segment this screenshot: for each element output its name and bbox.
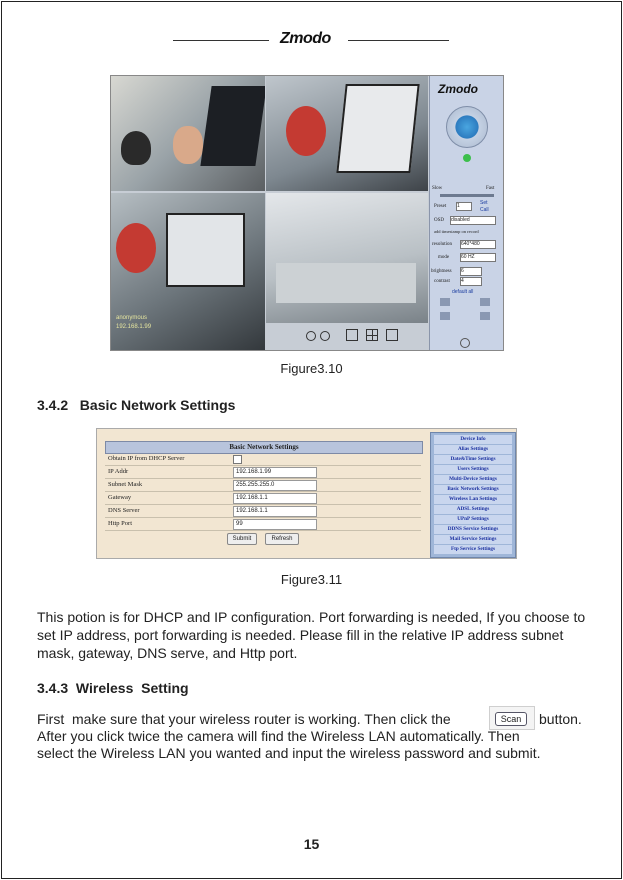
speed-slow-label: Slow	[432, 186, 443, 191]
menu-item-date-time-settings[interactable]: Date&Time Settings	[434, 455, 512, 464]
overlay-user: anonymous	[116, 315, 148, 321]
dhcp-checkbox[interactable]	[233, 455, 242, 464]
menu-item-adsl-settings[interactable]: ADSL Settings	[434, 505, 512, 514]
header-rule-right	[348, 40, 449, 41]
wireless-paragraph-line3: select the Wireless LAN you wanted and input the wireless password and submit.	[37, 745, 541, 761]
row-dns-server	[105, 506, 421, 518]
talk-icon[interactable]	[480, 312, 490, 320]
refresh-button[interactable]: Refresh	[265, 533, 299, 545]
row-label: DNS Server	[108, 507, 140, 514]
nine-view-icon[interactable]	[386, 329, 398, 341]
page-number: 15	[303, 836, 320, 852]
camera-view-bottom-left	[111, 193, 265, 350]
dns-server-input[interactable]: 192.168.1.1	[233, 506, 317, 517]
submit-button[interactable]: Submit	[227, 533, 257, 545]
menu-item-device-info[interactable]: Device Info	[434, 435, 512, 444]
row-label: IP Addr	[108, 468, 129, 475]
menu-item-upnp-settings[interactable]: UPnP Settings	[434, 515, 512, 524]
default-all-link[interactable]: default all	[452, 289, 474, 295]
menu-item-basic-network-settings[interactable]: Basic Network Settings	[434, 485, 512, 494]
menu-item-alias-settings[interactable]: Alias Settings	[434, 445, 512, 454]
network-description-paragraph: This potion is for DHCP and IP configuration. Port forwarding is needed, If you choose to set IP address, port forwarding is needed. Please fill in the relative IP address subnet mask, gateway, DNS serve, and Http port.	[37, 609, 586, 661]
camera-view-top-left	[111, 76, 265, 191]
brightness-value[interactable]: 6	[460, 267, 482, 276]
gateway-input[interactable]: 192.168.1.1	[233, 493, 317, 504]
record-video-icon[interactable]	[480, 298, 490, 306]
ptz-direction-pad[interactable]	[446, 106, 488, 148]
menu-item-mail-service-settings[interactable]: Mail Service Settings	[434, 535, 512, 544]
contrast-value[interactable]: 4	[460, 277, 482, 286]
camera-control-panel	[429, 76, 504, 350]
row-label: Http Port	[108, 520, 133, 527]
panel-icon-buttons	[440, 298, 494, 328]
menu-item-ftp-service-settings[interactable]: Ftp Service Settings	[434, 545, 512, 554]
zoom-in-icon[interactable]	[306, 331, 316, 341]
overlay-ip: 192.168.1.99	[116, 324, 152, 330]
settings-menu	[430, 432, 516, 558]
osd-label: OSD	[434, 218, 445, 223]
record-icon[interactable]	[463, 154, 471, 162]
wireless-paragraph-line1-end: button.	[539, 711, 582, 727]
header-logo: Zmodo	[280, 30, 331, 47]
view-toolbar	[266, 323, 428, 350]
figure-3-10-caption: Figure3.10	[280, 361, 343, 376]
figure-3-11-screenshot	[96, 428, 517, 559]
network-settings-title: Basic Network Settings	[105, 441, 423, 454]
preset-select[interactable]: 1	[456, 202, 472, 211]
camera-view-bottom-right	[266, 193, 428, 323]
header-rule-left	[173, 40, 269, 41]
figure-3-11-caption: Figure3.11	[280, 572, 343, 587]
row-ip-addr	[105, 467, 421, 479]
timestamp-checkbox-label[interactable]: add timestamp on record	[434, 229, 479, 234]
speed-fast-label: Fast	[486, 186, 495, 191]
mode-select[interactable]: 60 HZ	[460, 253, 496, 262]
preset-set-link[interactable]: Set	[480, 200, 488, 206]
row-gateway	[105, 493, 421, 505]
osd-select[interactable]: disabled	[450, 216, 496, 225]
menu-item-wireless-lan-settings[interactable]: Wireless Lan Settings	[434, 495, 512, 504]
settings-gear-icon[interactable]	[460, 338, 470, 348]
figure-3-10-screenshot	[110, 75, 504, 351]
speed-slider[interactable]	[440, 194, 494, 197]
menu-item-users-settings[interactable]: Users Settings	[434, 465, 512, 474]
resolution-select[interactable]: 640*480	[460, 240, 496, 249]
row-dhcp	[105, 454, 421, 466]
row-label: Subnet Mask	[108, 481, 143, 488]
scan-button: Scan	[495, 712, 527, 726]
row-http-port	[105, 519, 421, 531]
menu-item-ddns-service-settings[interactable]: DDNS Service Settings	[434, 525, 512, 534]
single-view-icon[interactable]	[346, 329, 358, 341]
brightness-label: brightness	[431, 269, 452, 274]
row-subnet-mask	[105, 480, 421, 492]
resolution-label: resolution	[432, 242, 452, 247]
wireless-paragraph-line1-start: First make sure that your wireless router is working. Then click the	[37, 711, 451, 727]
camera-view-top-right	[266, 76, 428, 191]
zoom-out-icon[interactable]	[320, 331, 330, 341]
panel-logo: Zmodo	[438, 82, 478, 96]
menu-item-multi-device-settings[interactable]: Multi-Device Settings	[434, 475, 512, 484]
section-3-4-3-heading: 3.4.3 Wireless Setting	[37, 680, 189, 696]
subnet-mask-input[interactable]: 255.255.255.0	[233, 480, 317, 491]
wireless-paragraph-line2: After you click twice the camera will find the Wireless LAN automatically. Then	[37, 728, 520, 744]
ip-addr-input[interactable]: 192.168.1.99	[233, 467, 317, 478]
scan-button-image	[489, 706, 535, 730]
contrast-label: contrast	[434, 279, 450, 284]
snapshot-icon[interactable]	[440, 298, 450, 306]
section-3-4-2-heading: 3.4.2 Basic Network Settings	[37, 397, 236, 413]
row-label: Gateway	[108, 494, 132, 501]
preset-call-link[interactable]: Call	[480, 207, 489, 213]
row-label: Obtain IP from DHCP Server	[108, 455, 185, 462]
preset-label: Preset	[434, 204, 447, 209]
http-port-input[interactable]: 99	[233, 519, 317, 530]
mode-label: mode	[438, 255, 450, 260]
audio-icon[interactable]	[440, 312, 450, 320]
quad-view-icon[interactable]	[366, 329, 378, 341]
